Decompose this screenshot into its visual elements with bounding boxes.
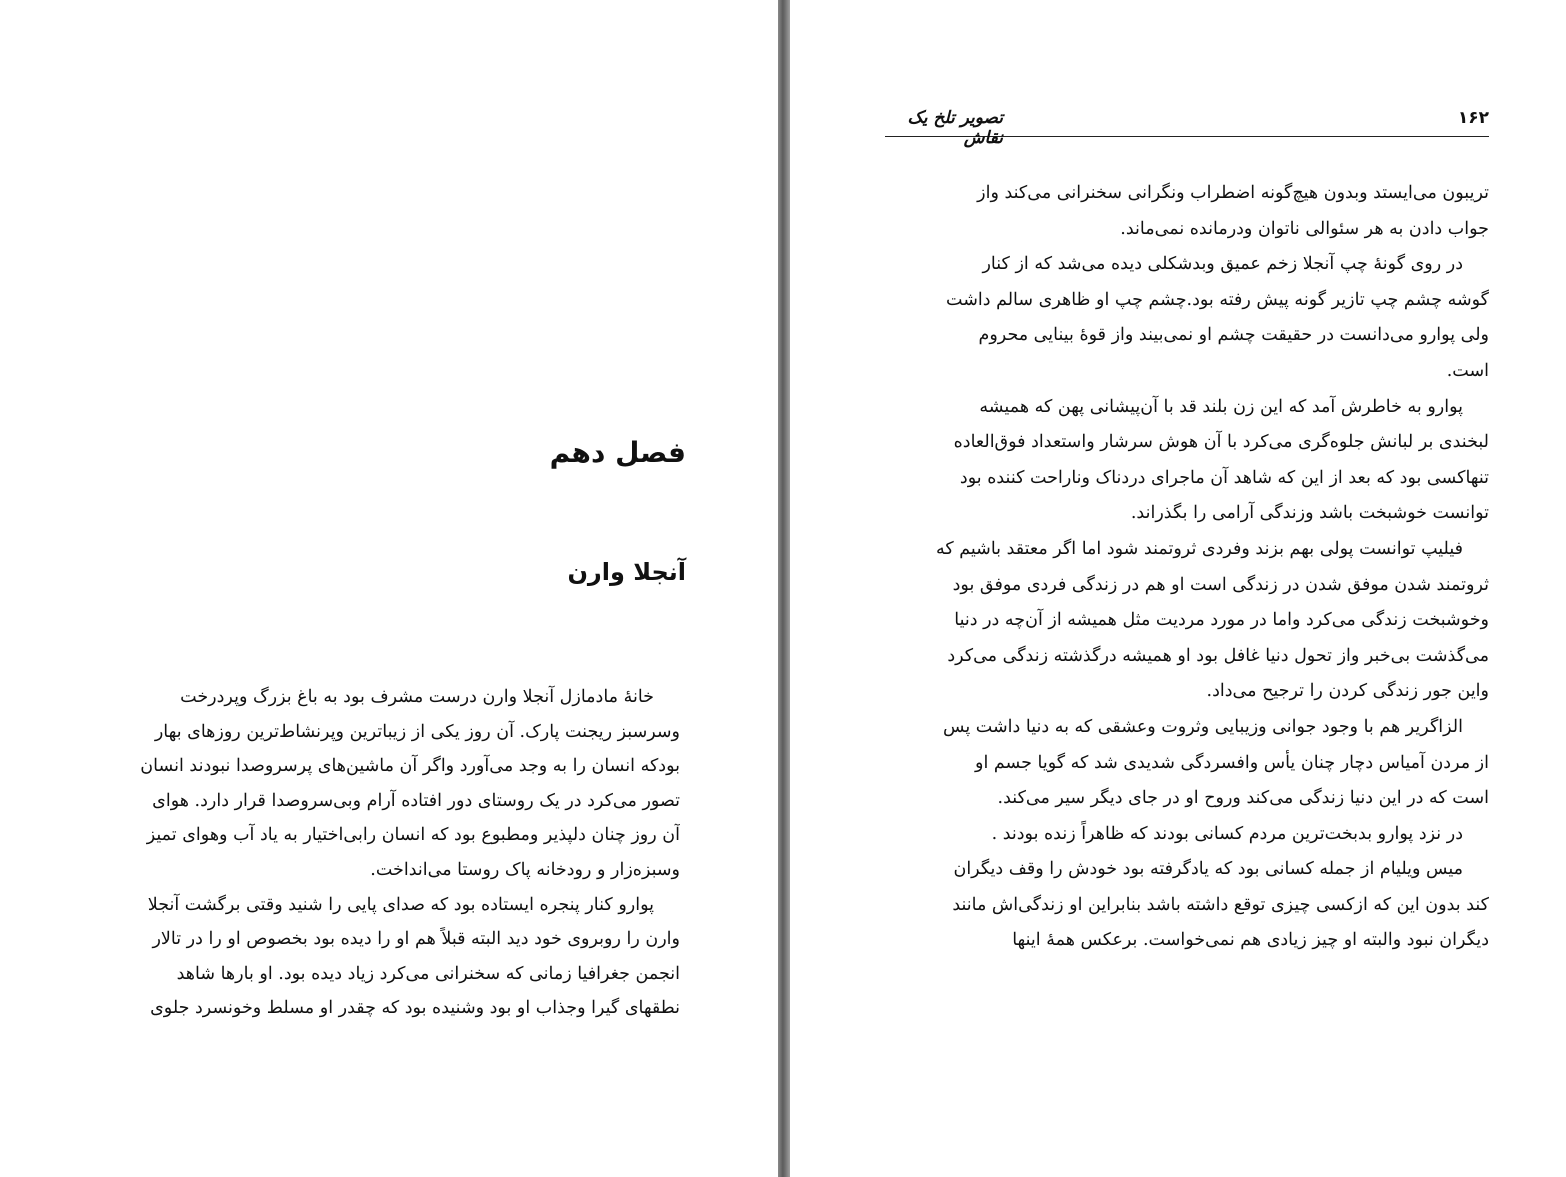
text-line: لبخندی بر لبانش جلوه‌گری می‌کرد با آن هوش سرشار واستعداد فوق‌العاده [953, 432, 1489, 453]
running-title: تصویر تلخ یک نقاش [907, 108, 1003, 148]
text-line: بودکه انسان را به وجد می‌آورد واگر آن ماشین‌های پرسروصدا نبودند انسان [140, 756, 680, 777]
text-line: دیگران نبود والبته او چیز زیادی هم نمی‌خواست. برعکس همهٔ اینها [1012, 930, 1489, 951]
left-body-text [78, 680, 680, 1026]
text-line: گوشه چشم چپ تازیر گونه پیش رفته بود.چشم چپ او ظاهری سالم داشت [946, 289, 1489, 310]
text-line: وخوشبخت زندگی می‌کرد واما در مورد مردیت مثل همیشه از آن‌چه در دنیا [954, 610, 1489, 631]
page-number: ۱۶۲ [1457, 108, 1489, 128]
text-line: انجمن جغرافیا زمانی که سخنرانی می‌کرد زیاد دیده بود. او بارها شاهد [176, 963, 680, 984]
text-line: خانهٔ مادمازل آنجلا وارن درست مشرف بود به باغ بزرگ وپردرخت [180, 687, 654, 707]
text-line: فیلیپ توانست پولی بهم بزند وفردی ثروتمند شود اما اگر معتقد باشیم که [935, 538, 1463, 559]
text-line: واین جور زندگی کردن را ترجیح می‌داد. [1206, 681, 1489, 702]
text-line: پوارو کنار پنجره ایستاده بود که صدای پایی را شنید وقتی برگشت آنجلا [147, 894, 654, 915]
text-line: آن روز چنان دلپذیر ومطبوع بود که انسان رابی‌اختیار به یاد آب وهوای تمیز [146, 825, 680, 846]
right-page [790, 0, 1566, 1177]
text-line: در روی گونهٔ چپ آنجلا زخم عمیق وبدشکلی دیده می‌شد که از کنار [982, 254, 1463, 275]
text-line: وسبزه‌زار و رودخانه پاک روستا می‌انداخت. [370, 859, 680, 880]
left-page [0, 0, 778, 1177]
text-line: جواب دادن به هر سئوالی ناتوان ودرمانده نمی‌ماند. [1120, 218, 1489, 239]
text-line: توانست خوشبخت باشد وزندگی آرامی را بگذراند. [1130, 503, 1489, 524]
book-spine [778, 0, 790, 1177]
text-line: وارن را روبروی خود دید البته قبلاً هم او را دیده بود بخصوص او را در تالار [152, 929, 680, 950]
text-line: تصور می‌کرد در یک روستای دور افتاده آرام وبی‌سروصدا قرار دارد. هوای [152, 790, 680, 811]
text-line: وسرسبز ریجنت پارک. آن روز یکی از زیباترین وپرنشاط‌ترین روزهای بهار [154, 721, 680, 742]
text-line: نطقهای گیرا وجذاب او بود وشنیده بود که چقدر او مسلط وخونسرد جلوی [150, 998, 680, 1019]
text-line: ولی پوارو می‌دانست در حقیقت چشم او نمی‌بیند واز قوهٔ بینایی محروم [978, 325, 1489, 346]
text-line: است. [1446, 360, 1489, 381]
text-line: پوارو به خاطرش آمد که این زن بلند قد با آن‌پیشانی پهن که همیشه [979, 396, 1463, 417]
running-header [885, 106, 1489, 148]
text-line: در نزد پوارو بدبخت‌ترین مردم کسانی بودند که ظاهراً زنده بودند . [991, 823, 1463, 844]
text-line: است که در این دنیا زندگی می‌کند وروح او در جای دیگر سیر می‌کند. [997, 788, 1489, 809]
right-body-text [886, 176, 1489, 959]
text-line: کند بدون این که ازکسی چیزی توقع داشته باشد بنابراین او زندگی‌اش مانند [952, 894, 1489, 915]
chapter-subtitle: آنجلا وارن [567, 558, 686, 586]
text-line: میس ویلیام از جمله کسانی بود که یادگرفته بود خودش را وقف دیگران [953, 859, 1463, 880]
text-line: الزاگریر هم با وجود جوانی وزیبایی وثروت وعشقی که به دنیا داشت پس [943, 716, 1463, 737]
text-line: از مردن آمیاس دچار چنان یأس وافسردگی شدیدی شد که گویا جسم او [975, 752, 1489, 773]
text-line: می‌گذشت بی‌خبر واز تحول دنیا غافل بود او همیشه درگذشته زندگی می‌کرد [947, 645, 1489, 666]
text-line: تریبون می‌ایستد وبدون هیچ‌گونه اضطراب ونگرانی سخنرانی می‌کند واز [977, 183, 1489, 203]
text-line: ثروتمند شدن موفق شدن در زندگی است او هم در زندگی فردی موفق بود [952, 574, 1489, 595]
text-line: تنهاکسی بود که بعد از این که شاهد آن ماجرای دردناک وناراحت کننده بود [959, 467, 1489, 488]
chapter-title: فصل دهم [549, 436, 686, 469]
